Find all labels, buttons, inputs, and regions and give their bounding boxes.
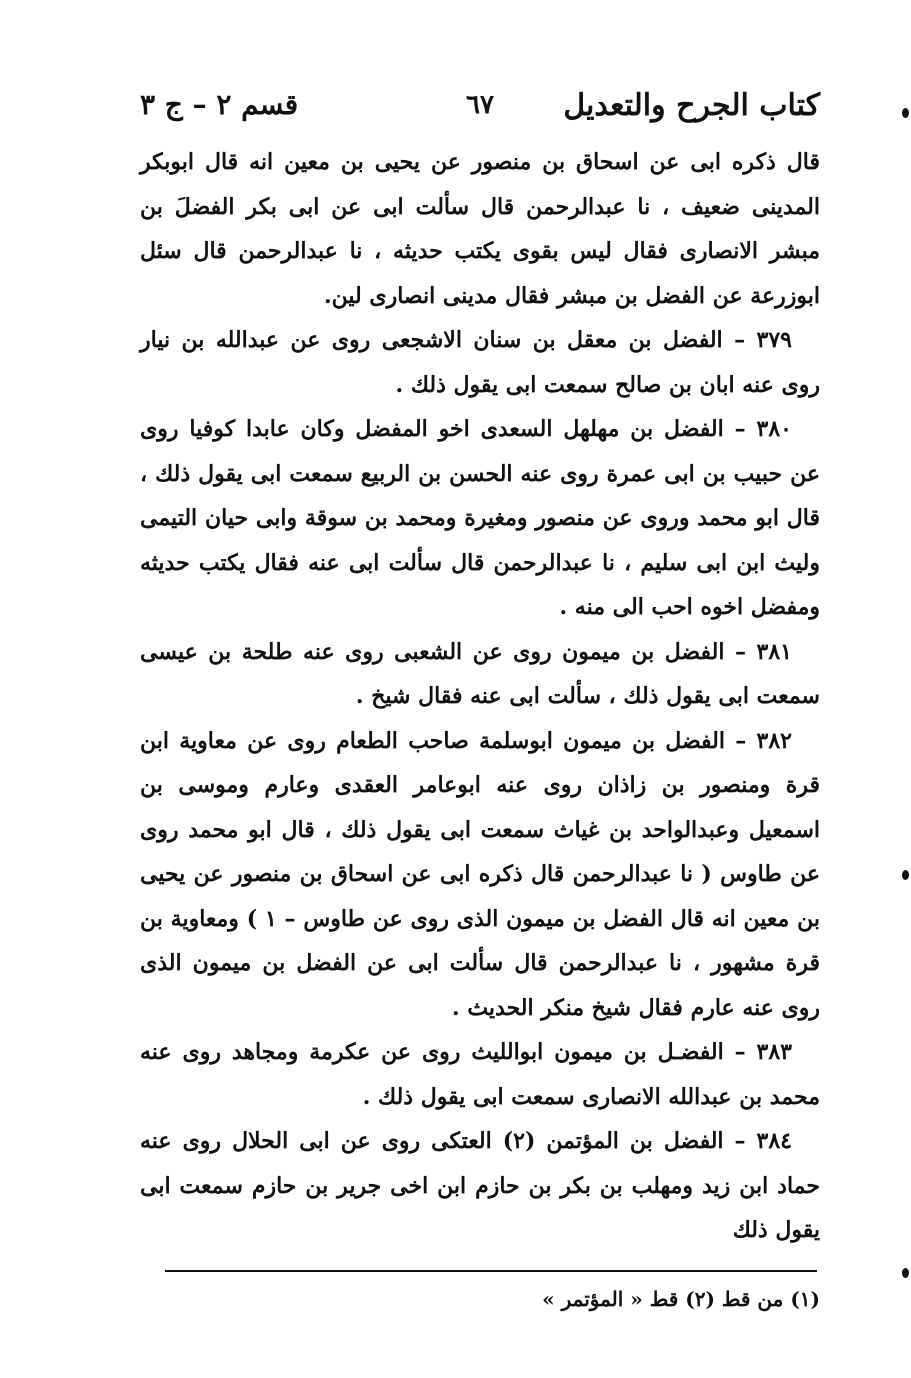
entry-384: ٣٨٤ – الفضل بن المؤتمن (٢) العتكى روى عن ابى الحلال روى عنه حماد ابن زيد ومهلب بن بكر بن حازم ابن اخى جرير بن حازم سمعت ابى يقول ذلك [140, 1128, 820, 1243]
entry-381: ٣٨١ – الفضل بن ميمون روى عن الشعبى روى عنه طلحة بن عيسى سمعت ابى يقول ذلك ، سألت ابى عنه فقال شيخ . [140, 638, 820, 709]
page-header [140, 88, 820, 132]
footnote: (١) من قط (٢) قط « المؤتمر » [542, 1287, 820, 1311]
entry-379: ٣٧٩ – الفضل بن معقل بن سنان الاشجعى روى عن عبدالله بن نيار روى عنه ابان بن صالح سمعت ابى يقول ذلك . [140, 327, 820, 398]
entry-383: ٣٨٣ – الفضـل بن ميمون ابوالليث روى عن عكرمة ومجاهد روى عنه محمد بن عبدالله الانصارى سمعت ابى يقول ذلك . [140, 1039, 820, 1110]
body-text [140, 140, 820, 1253]
margin-mark-middle [902, 870, 909, 880]
footnote-divider [165, 1270, 817, 1272]
entry-382: ٣٨٢ – الفضل بن ميمون ابوسلمة صاحب الطعام روى عن معاوية ابن قرة ومنصور بن زاذان روى عنه ابوعامر العقدى وعارم وموسى بن اسمعيل وعبدالواحد بن غياث سمعت ابى يقول ذلك ، قال ابو محمد روى عن طاوس ( نا عبدالرحمن قال ذكره ابى عن اسحاق بن منصور عن يحيى بن معين انه قال الفضل بن ميمون الذى روى عن طاوس – ١ ) ومعاوية بن قرة مشهور ، نا عبدالرحمن قال سألت ابى عن الفضل بن ميمون الذى روى عنه عارم فقال شيخ منكر الحديث . [140, 727, 821, 1021]
margin-mark-top [902, 108, 909, 118]
margin-mark-bottom [902, 1268, 909, 1278]
page-number: ٦٧ [466, 90, 494, 120]
section-volume: قسم ٢ – ج ٣ [140, 88, 299, 121]
paragraph-continuation: قال ذكره ابى عن اسحاق بن منصور عن يحيى بن معين انه قال ابوبكر المدينى ضعيف ، نا عبدالرحمن قال سألت ابى عن ابى بكر الفضلَ بن مبشر الانصارى فقال ليس بقوى يكتب حديثه ، نا عبدالرحمن قال سئل ابوزرعة عن الفضل بن مبشر فقال مدينى انصارى لين. [140, 149, 820, 309]
entry-380: ٣٨٠ – الفضل بن مهلهل السعدى اخو المفضل وكان عابدا كوفيا روى عن حبيب بن ابى عمرة روى عنه الحسن بن الربيع سمعت ابى يقول ذلك ، قال ابو محمد وروى عن منصور ومغيرة ومحمد بن سوقة وابى حيان التيمى وليث ابن ابى سليم ، نا عبدالرحمن قال سألت ابى عنه فقال يكتب حديثه ومفضل اخوه احب الى منه . [140, 416, 820, 620]
book-title: كتاب الجرح والتعديل [563, 88, 820, 123]
